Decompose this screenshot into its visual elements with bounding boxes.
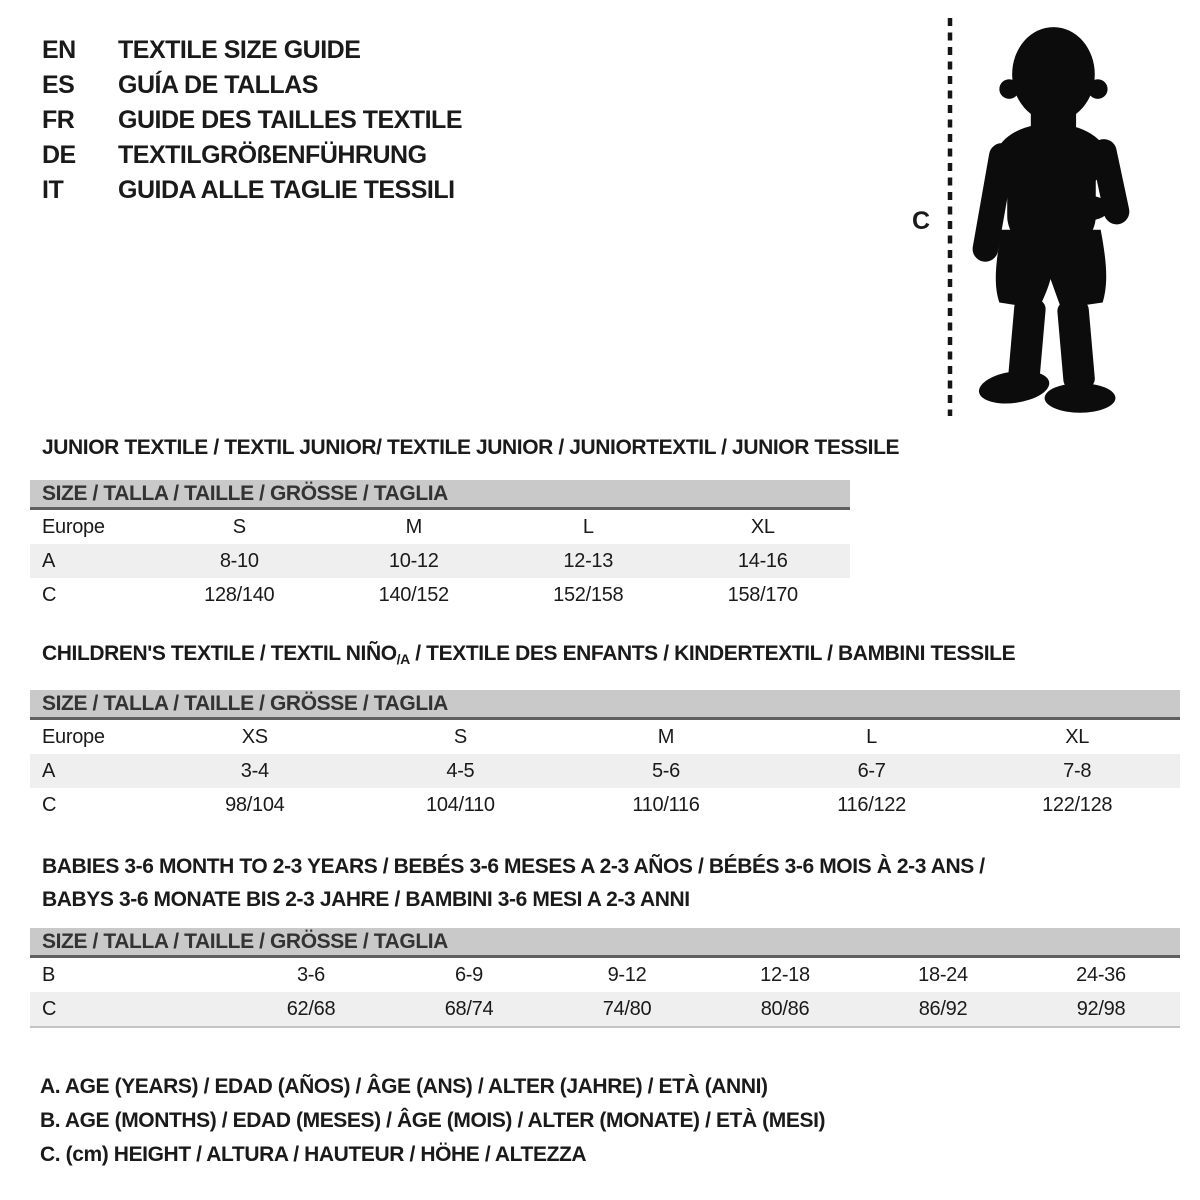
language-row-es (42, 68, 462, 103)
size-cell: S (232, 516, 246, 538)
row-label: A (42, 760, 56, 782)
size-cell: XS (241, 726, 268, 748)
page-title-it: GUIDA ALLE TAGLIE TESSILI (118, 176, 455, 204)
row-label: C (42, 794, 57, 816)
size-cell: S (453, 726, 467, 748)
page-title-de: TEXTILGRÖßENFÜHRUNG (118, 141, 427, 169)
language-code: EN (42, 36, 76, 64)
age-cell: 12-13 (563, 550, 614, 572)
age-months-cell: 9-12 (607, 964, 647, 986)
size-table-header-babies: SIZE / TALLA / TAILLE / GRÖSSE / TAGLIA (30, 928, 1180, 958)
language-row-fr (42, 103, 462, 138)
table-row-age-children (30, 754, 1180, 788)
language-code: ES (42, 71, 75, 99)
row-label: Europe (42, 516, 105, 538)
age-cell: 14-16 (737, 550, 788, 572)
toddler-silhouette-image (960, 12, 1142, 417)
section-heading-babies (42, 850, 1180, 916)
row-label: A (42, 550, 56, 572)
height-dimension-dashed-line (946, 18, 954, 416)
language-row-de (42, 138, 462, 173)
table-row-europe-children (30, 720, 1180, 754)
height-figure (900, 0, 1200, 430)
height-cell: 104/110 (426, 794, 495, 816)
table-row-height-children (30, 788, 1180, 822)
size-cell: XL (750, 516, 775, 538)
height-cell: 116/122 (837, 794, 906, 816)
size-cell: L (866, 726, 877, 748)
age-cell: 6-7 (857, 760, 886, 782)
page-title-es: GUÍA DE TALLAS (118, 71, 318, 99)
table-row-europe-junior (30, 510, 850, 544)
page-title-en: TEXTILE SIZE GUIDE (118, 36, 361, 64)
size-cell: XL (1065, 726, 1090, 748)
table-row-height-junior (30, 578, 850, 612)
height-cell: 110/116 (632, 794, 700, 816)
page-title-fr: GUIDE DES TAILLES TEXTILE (118, 106, 463, 134)
measurement-legend (40, 1070, 825, 1172)
size-table-header-junior: SIZE / TALLA / TAILLE / GRÖSSE / TAGLIA (30, 480, 850, 510)
height-cell: 128/140 (204, 584, 275, 606)
age-cell: 5-6 (651, 760, 680, 782)
table-row-height-babies (30, 992, 1180, 1028)
height-cell: 86/92 (918, 998, 968, 1020)
heading-text: / TEXTILE DES ENFANTS / KINDERTEXTIL / BAMBINI TESSILE (409, 642, 1016, 665)
legend-age-years: A. AGE (YEARS) / EDAD (AÑOS) / ÂGE (ANS) / ALTER (JAHRE) / ETÀ (ANNI) (40, 1075, 768, 1098)
row-label: Europe (42, 726, 105, 748)
language-code: FR (42, 106, 75, 134)
age-cell: 10-12 (388, 550, 439, 572)
height-cell: 68/74 (444, 998, 494, 1020)
language-title-list (42, 33, 462, 208)
size-cell: M (657, 726, 675, 748)
height-cell: 74/80 (602, 998, 652, 1020)
heading-subscript: /A (396, 651, 410, 667)
heading-line-2: BABYS 3-6 MONATE BIS 2-3 JAHRE / BAMBINI 3-6 MESI A 2-3 ANNI (42, 888, 690, 911)
size-cell: L (582, 516, 594, 538)
legend-age-months: B. AGE (MONTHS) / EDAD (MESES) / ÂGE (MOIS) / ALTER (MONATE) / ETÀ (MESI) (40, 1109, 826, 1132)
age-months-cell: 24-36 (1076, 964, 1126, 986)
height-cell: 158/170 (727, 584, 798, 606)
language-row-en (42, 33, 462, 68)
age-cell: 7-8 (1063, 760, 1092, 782)
age-months-cell: 6-9 (454, 964, 483, 986)
row-label: C (42, 584, 57, 606)
size-table-header-children: SIZE / TALLA / TAILLE / GRÖSSE / TAGLIA (30, 690, 1180, 720)
section-children-textile (30, 643, 1180, 822)
age-months-cell: 18-24 (918, 964, 968, 986)
language-code: IT (42, 176, 64, 204)
heading-line-1: BABIES 3-6 MONTH TO 2-3 YEARS / BEBÉS 3-6 MESES A 2-3 AÑOS / BÉBÉS 3-6 MOIS À 2-3 ANS / (42, 855, 985, 878)
age-cell: 3-4 (240, 760, 269, 782)
height-cell: 62/68 (286, 998, 336, 1020)
row-label: C (42, 998, 57, 1020)
height-cell: 140/152 (378, 584, 449, 606)
language-code: DE (42, 141, 76, 169)
height-cell: 122/128 (1042, 794, 1113, 816)
size-cell: M (405, 516, 422, 538)
heading-text: CHILDREN'S TEXTILE / TEXTIL NIÑO (42, 642, 397, 665)
table-row-months-babies (30, 958, 1180, 992)
section-heading-junior: JUNIOR TEXTILE / TEXTIL JUNIOR/ TEXTILE JUNIOR / JUNIORTEXTIL / JUNIOR TESSILE (42, 436, 900, 459)
legend-height-cm: C. (cm) HEIGHT / ALTURA / HAUTEUR / HÖHE / ALTEZZA (40, 1143, 587, 1166)
height-cell: 152/158 (553, 584, 624, 606)
language-row-it (42, 173, 462, 208)
age-cell: 4-5 (446, 760, 475, 782)
section-babies-textile (30, 850, 1180, 1028)
age-cell: 8-10 (219, 550, 259, 572)
height-cell: 80/86 (760, 998, 810, 1020)
section-junior-textile (30, 436, 900, 612)
section-heading-children (42, 643, 1180, 666)
age-months-cell: 12-18 (760, 964, 810, 986)
height-dimension-label: C (912, 207, 931, 235)
height-cell: 92/98 (1076, 998, 1126, 1020)
height-cell: 98/104 (225, 794, 285, 816)
age-months-cell: 3-6 (296, 964, 325, 986)
row-label: B (42, 964, 56, 986)
table-row-age-junior (30, 544, 850, 578)
